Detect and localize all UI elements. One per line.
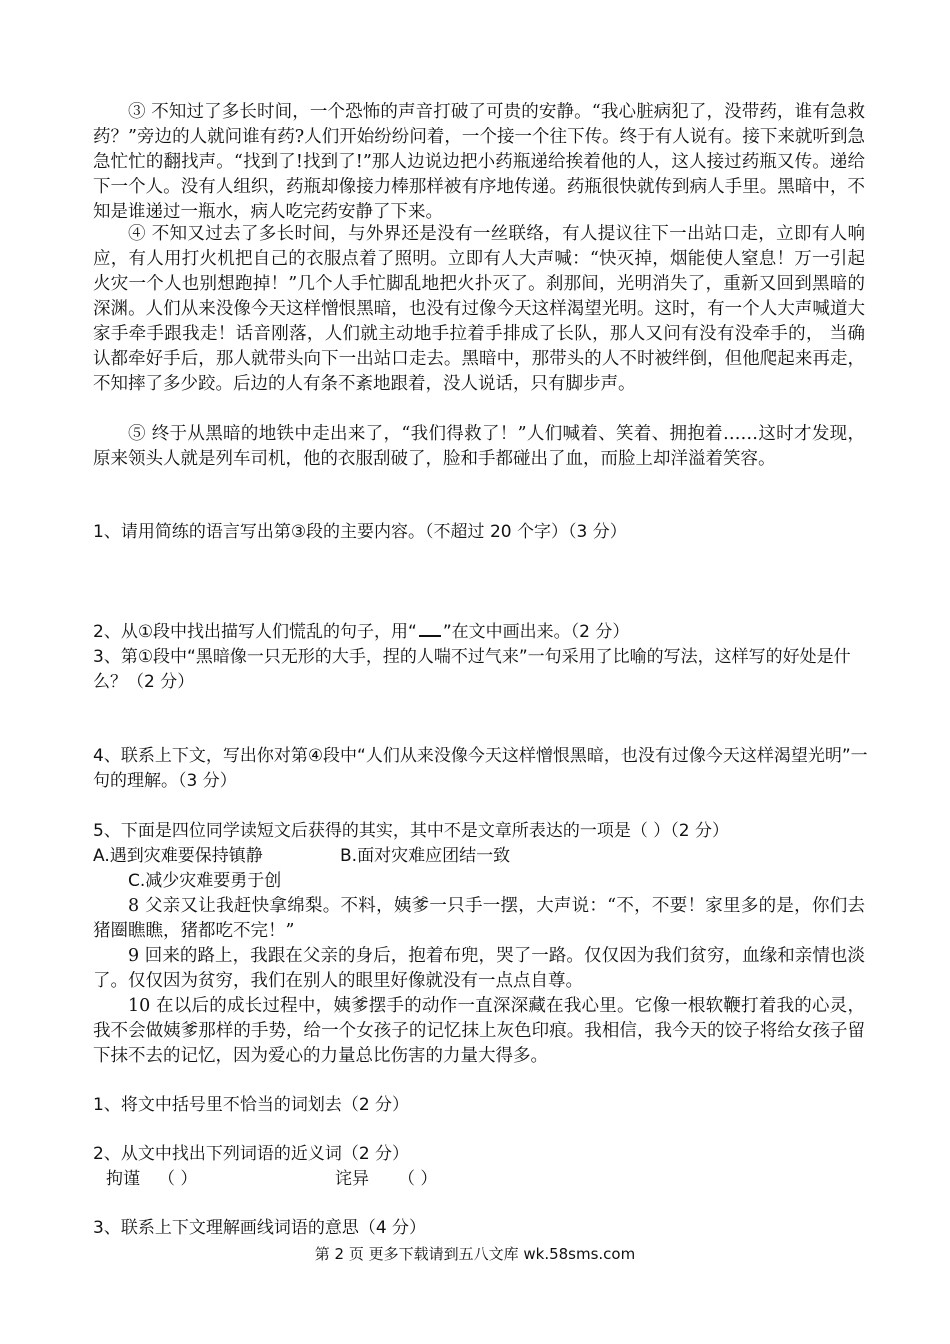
question-2-text-b: ”在文中画出来。（2 分） [442, 622, 630, 642]
paragraph-10: 10 在以后的成长过程中，姨爹摆手的动作一直深深藏在我心里。它像一根软鞭打着我的心灵，我不会做姨爹那样的手势，给一个女孩子的记忆抹上灰色印痕。我相信，我今天的饺子将给女孩子留下抹不去的记忆，因为爱心的力量总比伤害的力量大得多。 [93, 996, 865, 1066]
blank-2: （ ） [398, 1169, 438, 1189]
question-1: 1、请用简练的语言写出第③段的主要内容。（不超过 20 个字）（3 分） [93, 522, 627, 542]
question-3: 3、第①段中“黑暗像一只无形的大手，捏的人喘不过气来”一句采用了比喻的写法，这样写的好处是什么？（2 分） [93, 647, 851, 692]
blank-1: （ ） [158, 1169, 198, 1189]
word-1: 拘谨 [106, 1169, 140, 1189]
question-5: 5、下面是四位同学读短文后获得的其实，其中不是文章所表达的一项是（ ）（2 分） [93, 821, 729, 841]
underline-mark [419, 621, 441, 637]
paragraph-8: 8 父亲又让我赶快拿绵梨。不料，姨爹一只手一摆，大声说：“不，不要！家里多的是，你们去猪圈瞧瞧，猪都吃不完！” [93, 896, 865, 941]
option-c: C.减少灾难要勇于创 [128, 871, 282, 891]
question-2-text-a: 2、从①段中找出描写人们慌乱的句子，用“ [93, 622, 417, 642]
question-2 [93, 620, 873, 645]
question2-3: 3、联系上下文理解画线词语的意思（4 分） [93, 1218, 427, 1238]
question-4: 4、联系上下文，写出你对第④段中“人们从来没像今天这样憎恨黑暗，也没有过像今天这样渴望光明”一句的理解。（3 分） [93, 746, 868, 791]
paragraph-3: ③ 不知过了多长时间，一个恐怖的声音打破了可贵的安静。“我心脏病犯了，没带药，谁有急救药？”旁边的人就问谁有药?人们开始纷纷问着，一个接一个往下传。终于有人说有。接下来就听到急急忙忙的翻找声。“找到了!找到了!”那人边说边把小药瓶递给挨着他的人，这人接过药瓶又传。递给下一个人。没有人组织，药瓶却像接力棒那样被有序地传递。药瓶很快就传到病人手里。黑暗中，不知是谁递过一瓶水，病人吃完药安静了下来。 [93, 102, 865, 222]
paragraph-5: ⑤ 终于从黑暗的地铁中走出来了，“我们得救了！”人们喊着、笑着、拥抱着……这时才发现，原来领头人就是列车司机，他的衣服刮破了，脸和手都碰出了血，而脸上却洋溢着笑容。 [93, 424, 865, 469]
question2-2: 2、从文中找出下列词语的近义词（2 分） [93, 1144, 410, 1164]
question2-1: 1、将文中括号里不恰当的词划去（2 分） [93, 1095, 410, 1115]
page-footer: 第 2 页 更多下载请到五八文库 wk.58sms.com [314, 1245, 636, 1263]
paragraph-9: 9 回来的路上，我跟在父亲的身后，抱着布兜，哭了一路。仅仅因为我们贫穷，血缘和亲情也淡了。仅仅因为贫穷，我们在别人的眼里好像就没有一点点自尊。 [93, 946, 865, 991]
option-b: B.面对灾难应团结一致 [340, 846, 511, 866]
option-a: A.遇到灾难要保持镇静 [93, 846, 263, 866]
word-2: 诧异 [335, 1169, 369, 1189]
paragraph-4: ④ 不知又过去了多长时间，与外界还是没有一丝联络，有人提议往下一出站口走，立即有人响应，有人用打火机把自己的衣服点着了照明。立即有人大声喊：“快灭掉，烟能使人窒息！万一引起火灾一个人也别想跑掉！”几个人手忙脚乱地把火扑灭了。刹那间，光明消失了，重新又回到黑暗的深渊。人们从来没像今天这样憎恨黑暗，也没有过像今天这样渴望光明。这时，有一个人大声喊道大家手牵手跟我走！话音刚落，人们就主动地手拉着手排成了长队，那人又问有没有没牵手的， 当确认都牵好手后，那人就带头向下一出站口走去。黑暗中，那带头的人不时被绊倒，但他爬起来再走，不知摔了多少跤。后边的人有条不紊地跟着，没人说话，只有脚步声。 [93, 224, 865, 394]
